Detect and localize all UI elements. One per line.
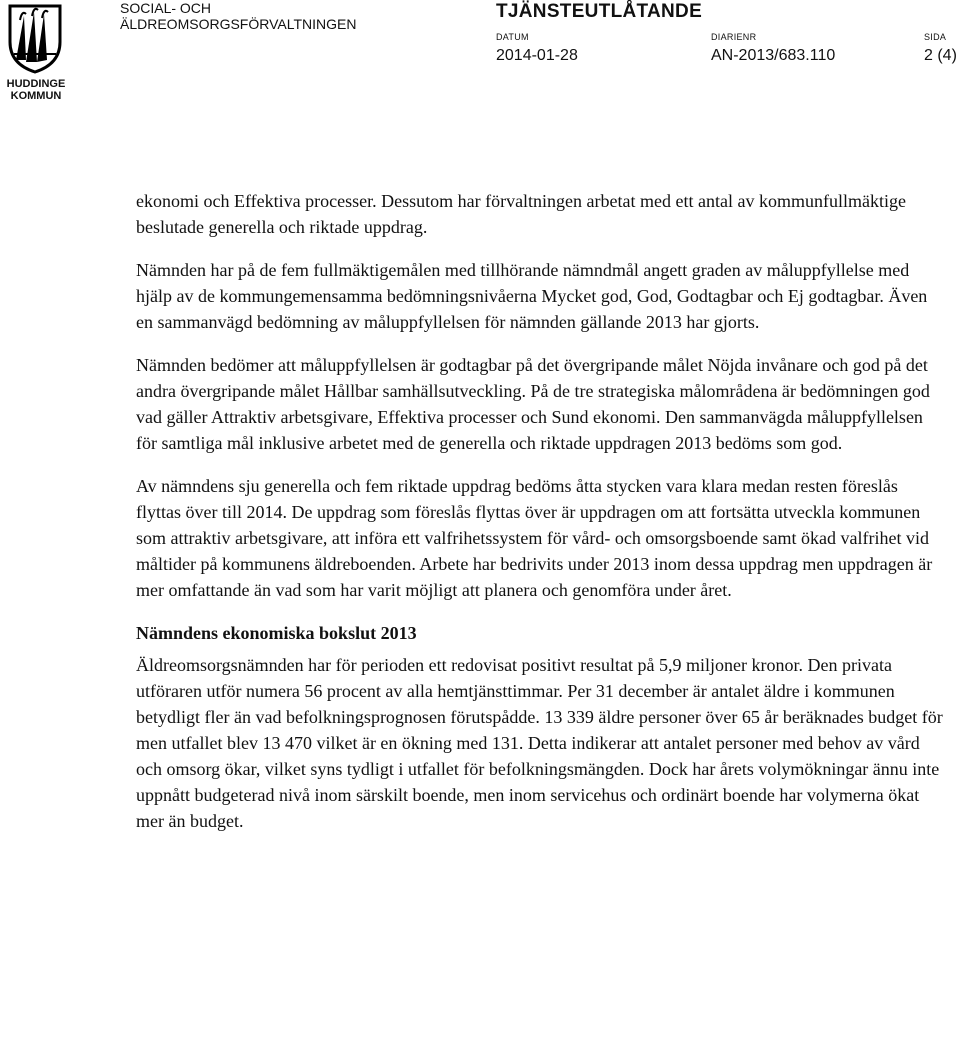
document-body: [136, 188, 946, 851]
department-line-2: ÄLDREOMSORGSFÖRVALTNINGEN: [120, 16, 357, 32]
date-value: 2014-01-28: [496, 47, 578, 64]
section-heading: Nämndens ekonomiska bokslut 2013: [136, 623, 417, 643]
date-label: DATUM: [496, 32, 529, 42]
diarie-label: DIARIENR: [711, 32, 757, 42]
paragraph-3: Nämnden bedömer att måluppfyllelsen är godtagbar på det övergripande målet Nöjda invånare och god på det andra övergripande målet Hållbar samhällsutveckling. På de tre strategiska målområdena är bedömningen god vad gäller Attraktiv arbetsgivare, Effektiva processer och Sund ekonomi. Den sammanvägda måluppfyllelsen för samtliga mål inklusive arbetet med de generella och riktade uppdragen 2013 bedöms som god.: [136, 355, 930, 453]
document-type: TJÄNSTEUTLÅTANDE: [496, 1, 703, 22]
paragraph-4: Av nämndens sju generella och fem riktade uppdrag bedöms åtta stycken vara klara medan resten föreslås flyttas över till 2014. De uppdrag som föreslås flyttas över är uppdragen om att fortsätta utveckla kommunen som attraktiv arbetsgivare, att införa ett valfrihetssystem för vård- och omsorgsboende samt ökad valfrihet vid måltider på kommunens äldreboenden. Arbete har bedrivits under 2013 inom dessa uppdrag men uppdragen är mer omfattande än vad som har varit möjligt att planera och genomföra under året.: [136, 476, 933, 600]
department-line-1: SOCIAL- OCH: [120, 0, 212, 16]
paragraph-1: ekonomi och Effektiva processer. Dessutom har förvaltningen arbetat med ett antal av kommunfullmäktige beslutade generella och riktade uppdrag.: [136, 191, 906, 237]
paragraph-5: Äldreomsorgsnämnden har för perioden ett redovisat positivt resultat på 5,9 miljoner kronor. Den privata utföraren utför numera 56 procent av alla hemtjänsttimmar. Per 31 december är antalet äldre i kommunen betydligt fler än vad befolkningsprognosen förutspådde. 13 339 äldre personer över 65 år beräknades budget för men utfallet blev 13 470 vilket är en ökning med 131. Detta indikerar att antalet personer med behov av vård och omsorg ökar, vilket syns tydligt i utfallet för befolkningsmängden. Dock har årets volymökningar ännu inte uppnått budgeterad nivå inom särskilt boende, men inom servicehus och ordinärt boende har volymerna ökat mer än budget.: [136, 655, 943, 831]
huddinge-logo: [0, 0, 72, 110]
department-name: [120, 0, 356, 32]
paragraph-2: Nämnden har på de fem fullmäktigemålen med tillhörande nämndmål angett graden av måluppfyllelse med hjälp av de kommungemensamma bedömningsnivåerna Mycket god, God, Godtagbar och Ej godtagbar. Även en sammanvägd bedömning av måluppfyllelsen för nämnden gällande 2013 har gjorts.: [136, 260, 928, 332]
diarie-value: AN-2013/683.110: [711, 47, 836, 64]
page-value: 2 (4): [924, 47, 957, 64]
logo-text: HUDDINGE KOMMUN: [6, 78, 66, 102]
page-label: SIDA: [924, 32, 947, 42]
coat-of-arms-icon: [4, 2, 66, 74]
